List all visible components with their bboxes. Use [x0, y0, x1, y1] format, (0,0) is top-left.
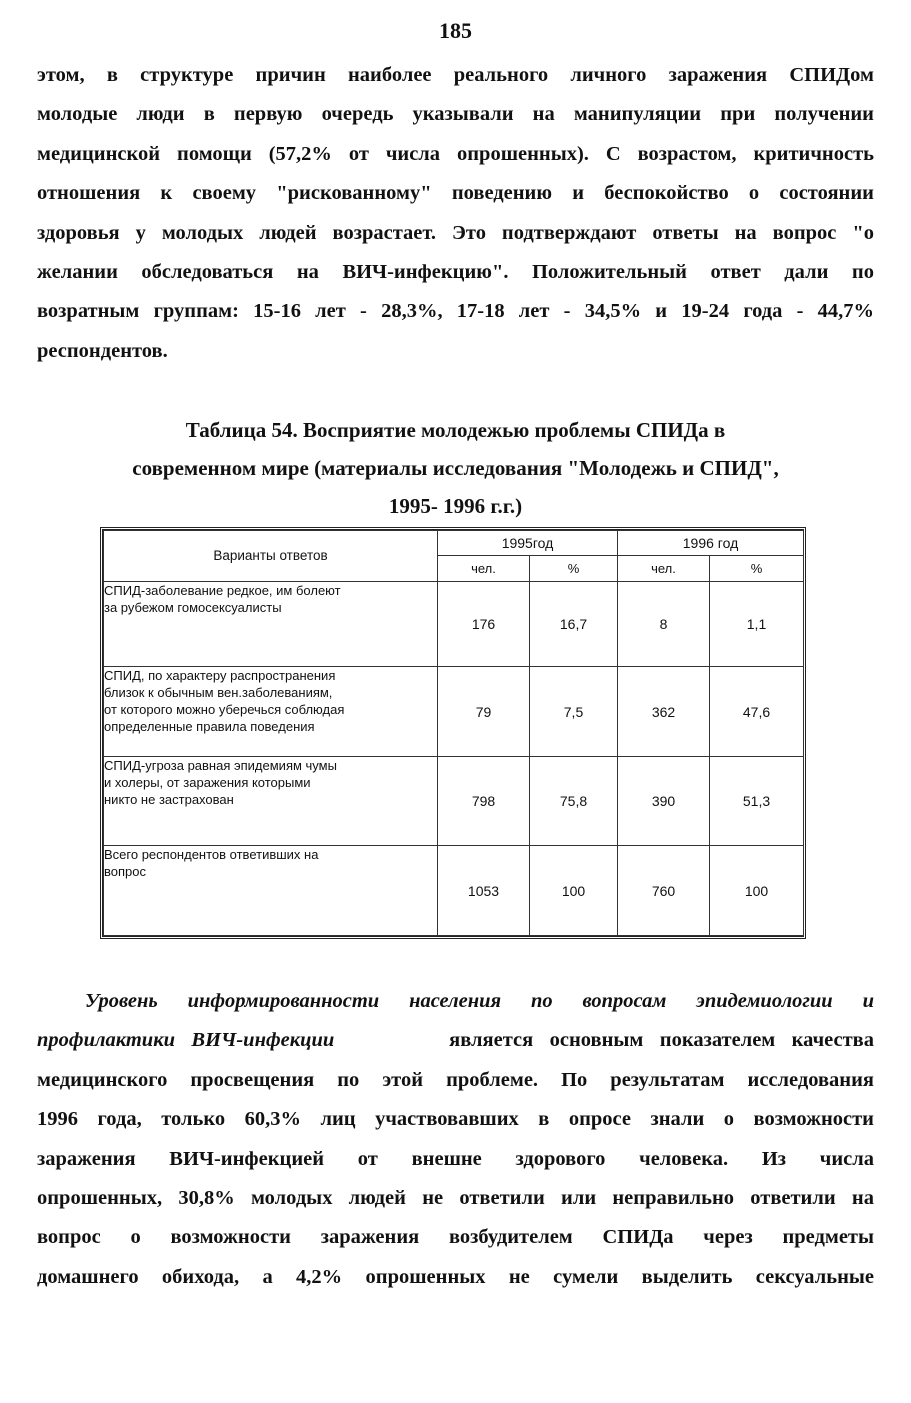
paragraph-1-line: возратным группам: 15-16 лет - 28,3%, 17-18 лет - 34,5% и 19-24 года - 44,7% — [37, 300, 874, 323]
data-table — [103, 530, 804, 936]
paragraph-2-emphasis-line: Уровень информированности населения по вопросам эпидемиологии и — [85, 990, 874, 1012]
header-percent-1995: % — [530, 556, 618, 581]
paragraph-2-line: вопрос о возможности заражения возбудителем СПИДа через предметы — [37, 1226, 874, 1249]
paragraph-1-line: желании обследоваться на ВИЧ-инфекцию". Положительный ответ дали по — [37, 260, 874, 283]
count-1996-cell: 760 — [618, 846, 710, 936]
variant-cell — [104, 581, 438, 666]
paragraph-1-line: молодые люди в первую очередь указывали на манипуляции при получении — [37, 103, 874, 126]
table-caption-line: Таблица 54. Восприятие молодежью проблемы СПИДа в — [185, 418, 726, 442]
paragraph-1-line: отношения к своему "рискованному" поведению и беспокойство о состоянии — [37, 182, 874, 205]
table-row-total — [104, 846, 804, 936]
variant-cell — [104, 756, 438, 846]
count-1995-cell: 176 — [438, 581, 530, 666]
percent-1995-cell: 100 — [530, 846, 618, 936]
percent-1996-cell: 47,6 — [710, 667, 804, 757]
variant-line: СПИД, по характеру распространения — [104, 668, 336, 684]
count-1996-cell: 362 — [618, 667, 710, 757]
paragraph-2-line: медицинского просвещения по этой проблеме. По результатам исследования — [37, 1068, 874, 1091]
percent-1995-cell: 75,8 — [530, 756, 618, 846]
table-row — [104, 667, 804, 757]
header-year-1996: 1996 год — [618, 531, 804, 556]
table-row — [104, 756, 804, 846]
paragraph-1-line: медицинской помощи (57,2% от числа опрошенных). С возрастом, критичность — [37, 142, 874, 165]
count-1995-cell: 79 — [438, 667, 530, 757]
variant-line: от которого можно уберечься соблюдая — [104, 702, 345, 718]
variant-cell — [104, 846, 438, 936]
paragraph-2-text: является основным показателем качества — [449, 1029, 874, 1052]
percent-1995-cell: 7,5 — [530, 667, 618, 757]
variant-cell — [104, 667, 438, 757]
variant-line: СПИД-заболевание редкое, им болеют — [104, 582, 341, 598]
variant-line: за рубежом гомосексуалисты — [104, 599, 282, 615]
data-table-frame — [100, 527, 806, 939]
header-year-1995: 1995год — [438, 531, 618, 556]
percent-1995-cell: 16,7 — [530, 581, 618, 666]
page-number: 185 — [439, 18, 472, 43]
paragraph-2-line: заражения ВИЧ-инфекцией от внешне здорового человека. Из числа — [37, 1147, 874, 1170]
paragraph-2-line: 1996 года, только 60,3% лиц участвовавших в опросе знали о возможности — [37, 1108, 874, 1131]
variant-line: вопрос — [104, 864, 146, 880]
table-caption — [37, 411, 874, 525]
variant-line: определенные правила поведения — [104, 719, 315, 735]
variant-line: и холеры, от заражения которыми — [104, 774, 311, 790]
paragraph-2-line: опрошенных, 30,8% молодых людей не ответили или неправильно ответили на — [37, 1186, 874, 1209]
count-1995-cell: 798 — [438, 756, 530, 846]
variant-line: никто не застрахован — [104, 791, 234, 807]
count-1995-cell: 1053 — [438, 846, 530, 936]
count-1996-cell: 390 — [618, 756, 710, 846]
paragraph-2-line: домашнего обихода, а 4,2% опрошенных не сумели выделить сексуальные — [37, 1265, 874, 1288]
table-row — [104, 581, 804, 666]
variant-line: Всего респондентов ответивших на — [104, 847, 319, 863]
percent-1996-cell: 1,1 — [710, 581, 804, 666]
paragraph-1-line: этом, в структуре причин наиболее реального личного заражения СПИДом — [37, 64, 874, 86]
header-count-1995: чел. — [438, 556, 530, 581]
percent-1996-cell: 100 — [710, 846, 804, 936]
header-count-1996: чел. — [618, 556, 710, 581]
table-caption-line: 1995- 1996 г.г.) — [388, 494, 523, 518]
paragraph-2-emphasis: профилактики ВИЧ-инфекции — [37, 1029, 335, 1052]
count-1996-cell: 8 — [618, 581, 710, 666]
header-percent-1996: % — [710, 556, 804, 581]
variant-line: близок к обычным вен.заболеваниям, — [104, 685, 333, 701]
variant-line: СПИД-угроза равная эпидемиям чумы — [104, 757, 337, 773]
paragraph-1-line: здоровья у молодых людей возрастает. Это подтверждают ответы на вопрос "о — [37, 221, 874, 244]
paragraph-2 — [37, 982, 874, 1297]
table-caption-line: современном мире (материалы исследования "Молодежь и СПИД", — [132, 456, 779, 480]
paragraph-2-line — [37, 1021, 874, 1060]
header-variants: Варианты ответов — [104, 531, 438, 582]
paragraph-1 — [37, 56, 874, 371]
percent-1996-cell: 51,3 — [710, 756, 804, 846]
paragraph-1-line: респондентов. — [37, 339, 168, 362]
